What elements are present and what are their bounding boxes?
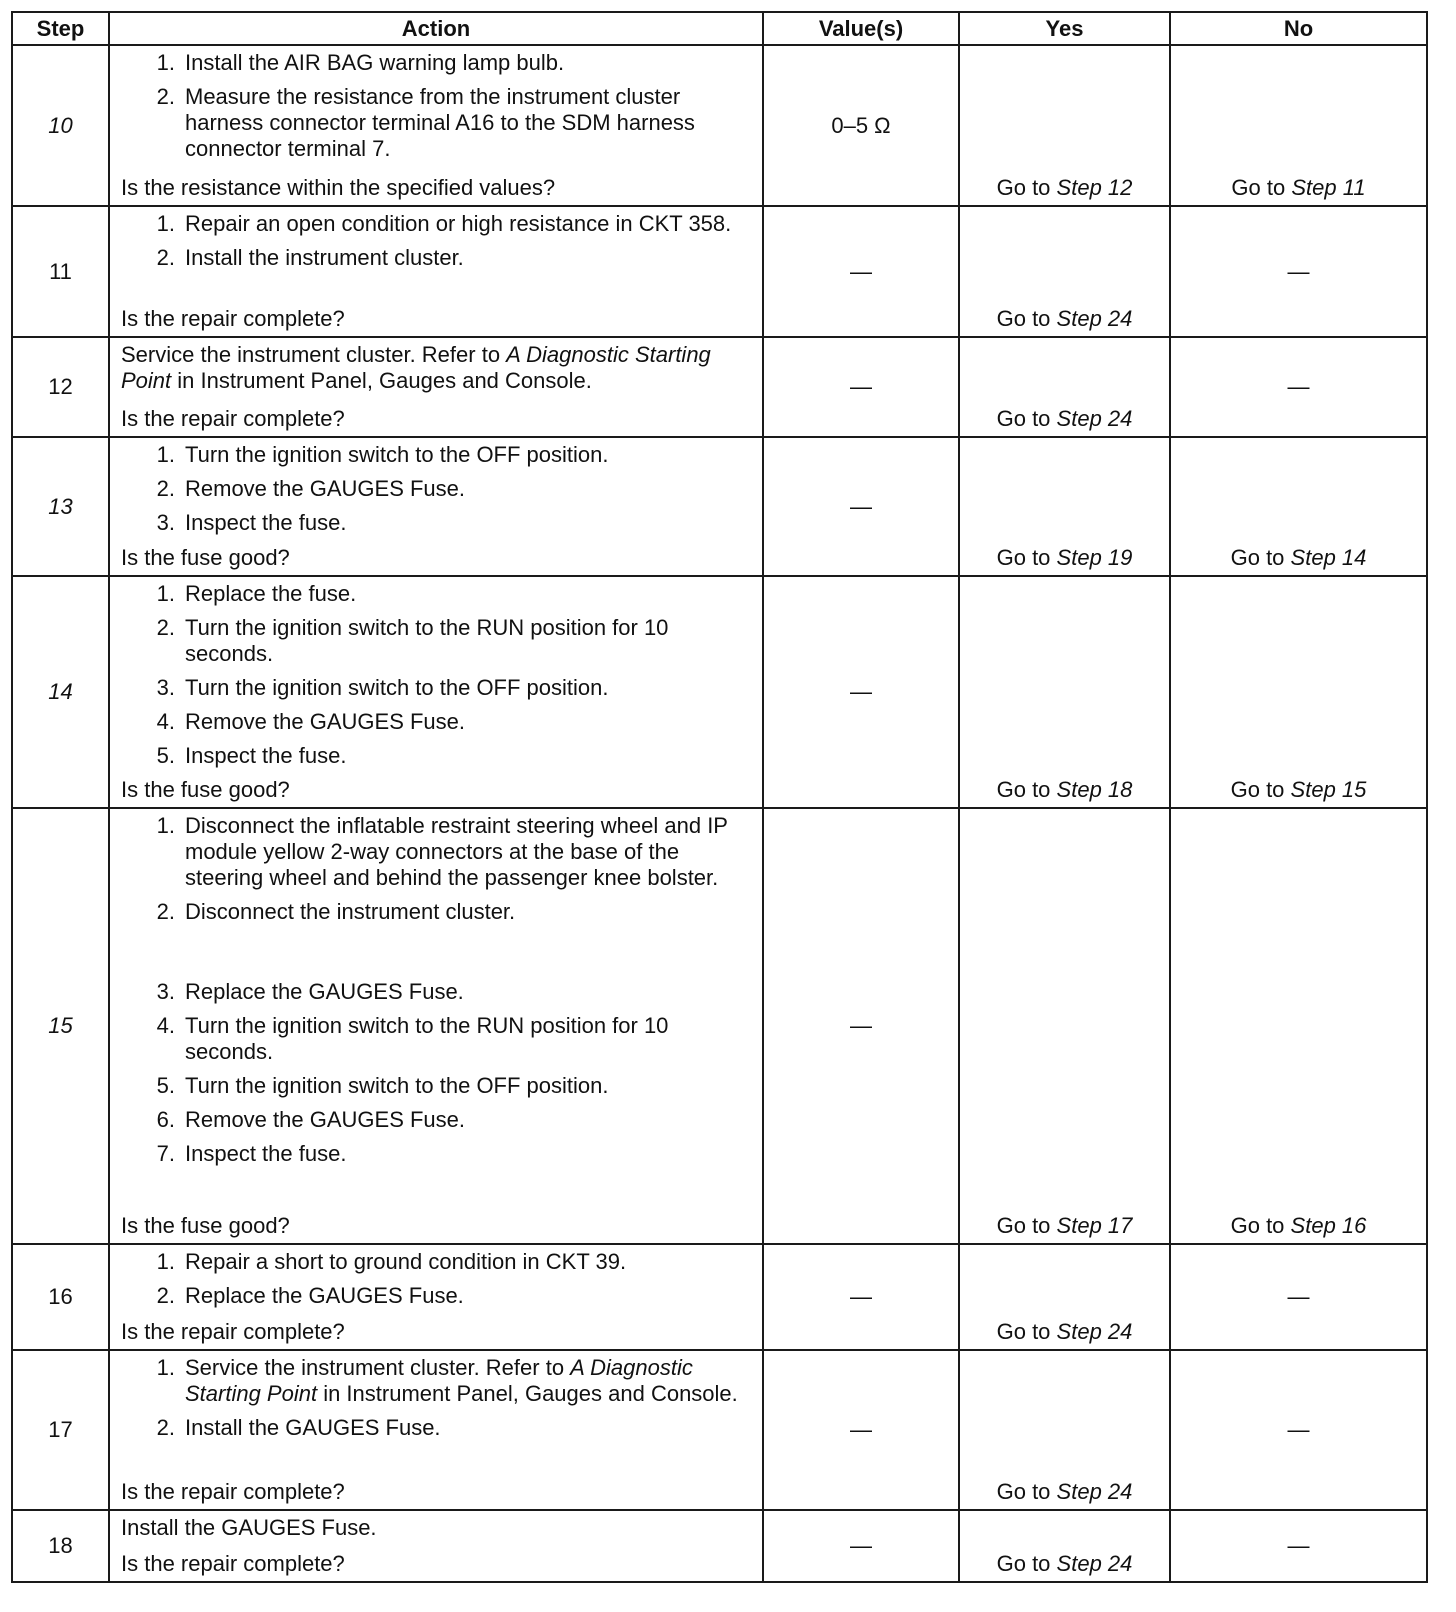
- table-row: [12, 576, 1427, 808]
- table-row: [12, 437, 1427, 576]
- step-number: 11: [12, 206, 109, 337]
- header-row: [12, 12, 1427, 45]
- value-cell: —: [763, 337, 959, 437]
- yes-cell: Go to Step 24: [959, 206, 1170, 337]
- list-item: 4. Turn the ignition switch to the RUN position for 10 seconds.: [156, 1013, 669, 1064]
- question: Is the repair complete?: [121, 306, 345, 331]
- no-cell: —: [1170, 1510, 1427, 1582]
- action-cell: [109, 337, 763, 437]
- step-number: 10: [12, 45, 109, 206]
- action-cell: [109, 1510, 763, 1582]
- list-item: 1. Service the instrument cluster. Refer to A Diagnostic Starting Point in Instrument Panel, Gauges and Console.: [156, 1355, 738, 1406]
- list-item: 3. Inspect the fuse.: [156, 510, 347, 535]
- table-row: [12, 206, 1427, 337]
- list-item: 2. Remove the GAUGES Fuse.: [156, 476, 465, 501]
- yes-cell: Go to Step 24: [959, 337, 1170, 437]
- question: Is the fuse good?: [121, 777, 290, 802]
- action-cell: [109, 45, 763, 206]
- value-cell: —: [763, 808, 959, 1244]
- list-item: 1. Install the AIR BAG warning lamp bulb.: [156, 50, 565, 75]
- list-item: 3. Turn the ignition switch to the OFF position.: [156, 675, 609, 700]
- no-cell: Go to Step 15: [1170, 576, 1427, 808]
- no-cell: Go to Step 14: [1170, 437, 1427, 576]
- value-cell: —: [763, 1510, 959, 1582]
- list-item: 2. Turn the ignition switch to the RUN position for 10 seconds.: [156, 615, 669, 666]
- list-item: 2. Install the instrument cluster.: [156, 245, 464, 270]
- table-row: [12, 1244, 1427, 1350]
- action-cell: [109, 576, 763, 808]
- list-item: 1. Disconnect the inflatable restraint steering wheel and IP module yellow 2-way connectors at the base of the steering wheel and behind the passenger knee bolster.: [156, 813, 728, 890]
- list-item: 6. Remove the GAUGES Fuse.: [156, 1107, 465, 1132]
- action-text: Service the instrument cluster. Refer to A Diagnostic Starting Point in Instrument Panel, Gauges and Console.: [121, 342, 711, 393]
- action-cell: [109, 206, 763, 337]
- no-cell: —: [1170, 206, 1427, 337]
- yes-cell: Go to Step 12: [959, 45, 1170, 206]
- list-item: 2. Disconnect the instrument cluster.: [156, 899, 516, 924]
- value-cell: —: [763, 1350, 959, 1510]
- no-cell: —: [1170, 1350, 1427, 1510]
- step-number: 15: [12, 808, 109, 1244]
- step-number: 18: [12, 1510, 109, 1582]
- question: Is the resistance within the specified values?: [121, 175, 556, 200]
- yes-cell: Go to Step 18: [959, 576, 1170, 808]
- table-row: [12, 1350, 1427, 1510]
- value-cell: 0–5 Ω: [763, 45, 959, 206]
- step-number: 17: [12, 1350, 109, 1510]
- yes-cell: Go to Step 19: [959, 437, 1170, 576]
- header-no: No: [1170, 12, 1427, 45]
- list-item: 7. Inspect the fuse.: [156, 1141, 347, 1166]
- list-item: 4. Remove the GAUGES Fuse.: [156, 709, 465, 734]
- step-number: 13: [12, 437, 109, 576]
- yes-cell: Go to Step 24: [959, 1510, 1170, 1582]
- list-item: 1. Turn the ignition switch to the OFF position.: [156, 442, 609, 467]
- value-cell: —: [763, 1244, 959, 1350]
- table-row: [12, 337, 1427, 437]
- list-item: 5. Turn the ignition switch to the OFF position.: [156, 1073, 609, 1098]
- diagnostic-table: [11, 11, 1428, 1583]
- action-cell: [109, 437, 763, 576]
- header-action: Action: [109, 12, 763, 45]
- question: Is the fuse good?: [121, 545, 290, 570]
- table-row: [12, 1510, 1427, 1582]
- step-number: 12: [12, 337, 109, 437]
- header-yes: Yes: [959, 12, 1170, 45]
- question: Is the repair complete?: [121, 1551, 345, 1576]
- yes-cell: Go to Step 17: [959, 808, 1170, 1244]
- table-row: [12, 808, 1427, 1244]
- header-values: Value(s): [763, 12, 959, 45]
- action-cell: [109, 1350, 763, 1510]
- no-cell: —: [1170, 1244, 1427, 1350]
- no-cell: Go to Step 16: [1170, 808, 1427, 1244]
- list-item: 5. Inspect the fuse.: [156, 743, 347, 768]
- no-cell: Go to Step 11: [1170, 45, 1427, 206]
- list-item: 1. Replace the fuse.: [156, 581, 357, 606]
- list-item: 1. Repair an open condition or high resistance in CKT 358.: [156, 211, 732, 236]
- step-number: 14: [12, 576, 109, 808]
- list-item: 2. Measure the resistance from the instrument cluster harness connector terminal A16 to the SDM harness connector terminal 7.: [156, 84, 695, 161]
- list-item: 3. Replace the GAUGES Fuse.: [156, 979, 464, 1004]
- list-item: 2. Install the GAUGES Fuse.: [156, 1415, 441, 1440]
- no-cell: —: [1170, 337, 1427, 437]
- value-cell: —: [763, 206, 959, 337]
- value-cell: —: [763, 437, 959, 576]
- value-cell: —: [763, 576, 959, 808]
- header-step: Step: [12, 12, 109, 45]
- table-row: [12, 45, 1427, 206]
- action-cell: [109, 1244, 763, 1350]
- action-cell: [109, 808, 763, 1244]
- list-item: 2. Replace the GAUGES Fuse.: [156, 1283, 464, 1308]
- question: Is the repair complete?: [121, 406, 345, 431]
- step-number: 16: [12, 1244, 109, 1350]
- action-text: Install the GAUGES Fuse.: [121, 1515, 377, 1540]
- question: Is the repair complete?: [121, 1479, 345, 1504]
- yes-cell: Go to Step 24: [959, 1350, 1170, 1510]
- list-item: 1. Repair a short to ground condition in CKT 39.: [156, 1249, 627, 1274]
- yes-cell: Go to Step 24: [959, 1244, 1170, 1350]
- question: Is the fuse good?: [121, 1213, 290, 1238]
- question: Is the repair complete?: [121, 1319, 345, 1344]
